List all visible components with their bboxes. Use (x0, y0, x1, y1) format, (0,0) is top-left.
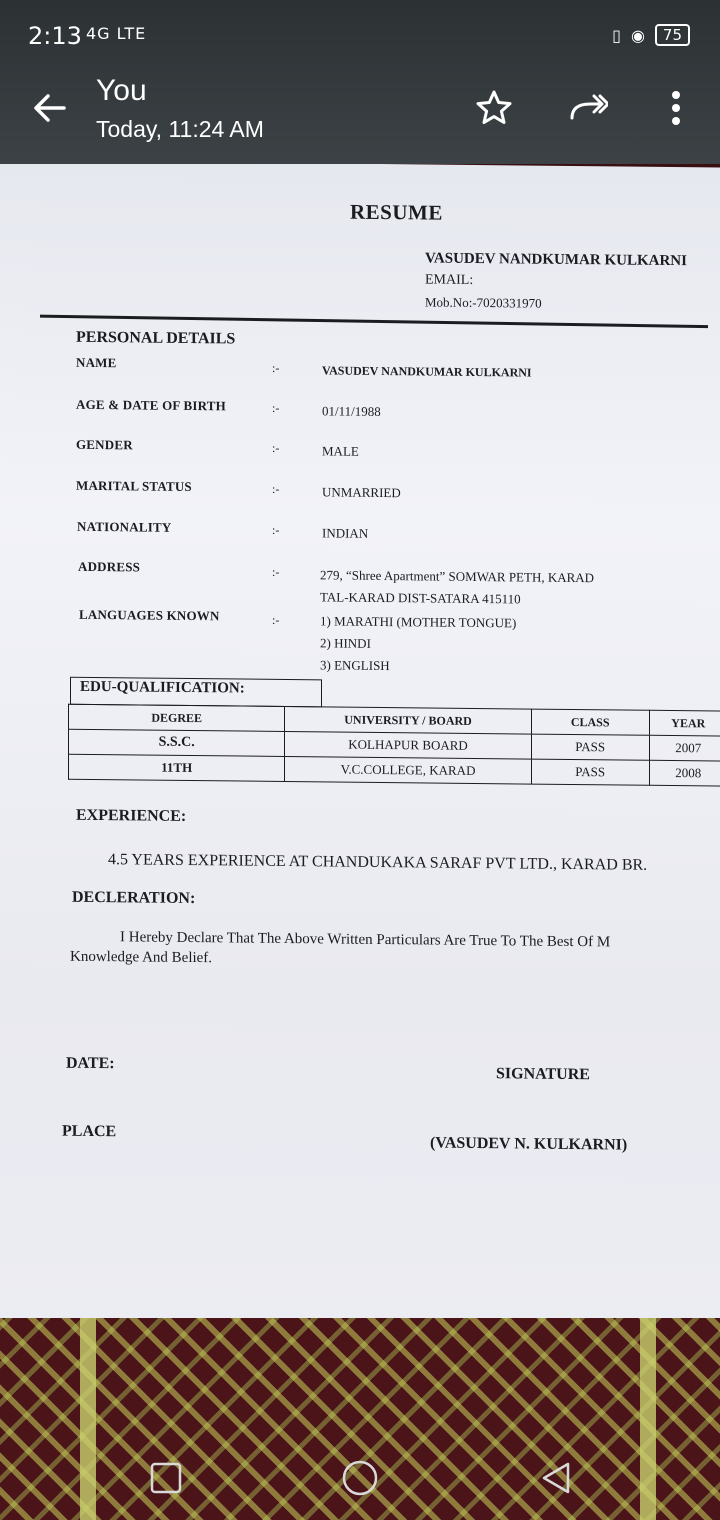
separator: :- (272, 400, 280, 415)
status-bar (0, 0, 720, 70)
education-table (68, 704, 720, 787)
header-degree: DEGREE (69, 704, 285, 731)
edu-title: EDU-QUALIFICATION: (80, 678, 245, 697)
date-label: DATE: (66, 1054, 115, 1073)
label-nationality: NATIONALITY (77, 518, 172, 535)
experience-text: 4.5 YEARS EXPERIENCE AT CHANDUKAKA SARAF PVT LTD., KARAD BR. (108, 851, 648, 874)
declaration-text-line2: Knowledge And Belief. (70, 948, 213, 967)
value-language-2: 2) HINDI (320, 635, 371, 651)
value-language-1: 1) MARATHI (MOTHER TONGUE) (320, 613, 517, 631)
value-gender: MALE (322, 443, 359, 459)
cell-year: 2008 (649, 760, 720, 786)
separator: :- (272, 360, 280, 375)
separator: :- (272, 612, 280, 627)
declaration-text-line1: I Hereby Declare That The Above Written Particulars Are True To The Best Of M (120, 929, 611, 951)
label-address: ADDRESS (78, 558, 141, 575)
personal-details-title: PERSONAL DETAILS (76, 328, 236, 348)
label-dob: AGE & DATE OF BIRTH (76, 396, 226, 414)
cell-degree: S.S.C. (69, 729, 285, 756)
separator: :- (272, 522, 280, 537)
separator: :- (272, 481, 280, 496)
value-address-line2: TAL-KARAD DIST-SATARA 415110 (320, 589, 521, 607)
status-time: 2:13 (28, 22, 82, 50)
value-name: VASUDEV NANDKUMAR KULKARNI (322, 363, 532, 380)
signature-name: (VASUDEV N. KULKARNI) (430, 1134, 628, 1154)
header-rule (40, 315, 708, 328)
cell-board: KOLHAPUR BOARD (285, 731, 531, 759)
more-vert-icon[interactable] (656, 88, 696, 128)
back-nav-icon[interactable] (536, 1458, 576, 1498)
header-board: UNIVERSITY / BOARD (285, 706, 531, 734)
value-language-3: 3) ENGLISH (320, 657, 390, 674)
recents-icon[interactable] (146, 1458, 186, 1498)
message-timestamp: Today, 11:24 AM (96, 116, 264, 142)
label-name: NAME (76, 354, 117, 371)
header-name: VASUDEV NANDKUMAR KULKARNI (425, 250, 687, 270)
vibrate-icon: ▯ (612, 25, 621, 45)
place-label: PLACE (62, 1122, 117, 1141)
experience-title: EXPERIENCE: (76, 806, 187, 825)
label-marital: MARITAL STATUS (76, 477, 192, 495)
header-class: CLASS (531, 709, 649, 735)
header-email: EMAIL: (425, 272, 474, 288)
resume-title: RESUME (350, 199, 443, 225)
battery-indicator: 75 (655, 24, 690, 46)
top-bar (0, 0, 720, 164)
forward-icon[interactable] (568, 88, 608, 128)
cell-degree: 11TH (69, 754, 285, 781)
sender-title: You (96, 74, 147, 107)
home-icon[interactable] (340, 1458, 380, 1498)
system-nav-bar (0, 1440, 720, 1520)
cell-class: PASS (531, 759, 649, 785)
value-marital: UNMARRIED (322, 484, 401, 501)
resume-photo (0, 160, 720, 1343)
signature-label: SIGNATURE (496, 1065, 590, 1084)
value-address: 279, “Shree Apartment” SOMWAR PETH, KARAD (320, 567, 595, 586)
separator: :- (272, 440, 280, 455)
status-right (612, 24, 690, 46)
value-nationality: INDIAN (322, 525, 369, 541)
cell-year: 2007 (649, 735, 720, 761)
value-dob: 01/11/1988 (322, 403, 381, 419)
network-indicator: 4G LTE (86, 24, 147, 43)
header-year: YEAR (649, 710, 720, 736)
back-arrow-icon[interactable] (30, 88, 70, 128)
star-icon[interactable] (474, 88, 514, 128)
label-languages: LANGUAGES KNOWN (79, 606, 220, 624)
lock-rotation-icon: ◉ (630, 25, 645, 45)
cell-board: V.C.COLLEGE, KARAD (285, 756, 531, 784)
separator: :- (272, 564, 280, 579)
declaration-title: DECLERATION: (72, 888, 196, 908)
header-mobile: Mob.No:-7020331970 (425, 294, 542, 311)
label-gender: GENDER (76, 436, 133, 453)
cell-class: PASS (531, 734, 649, 760)
